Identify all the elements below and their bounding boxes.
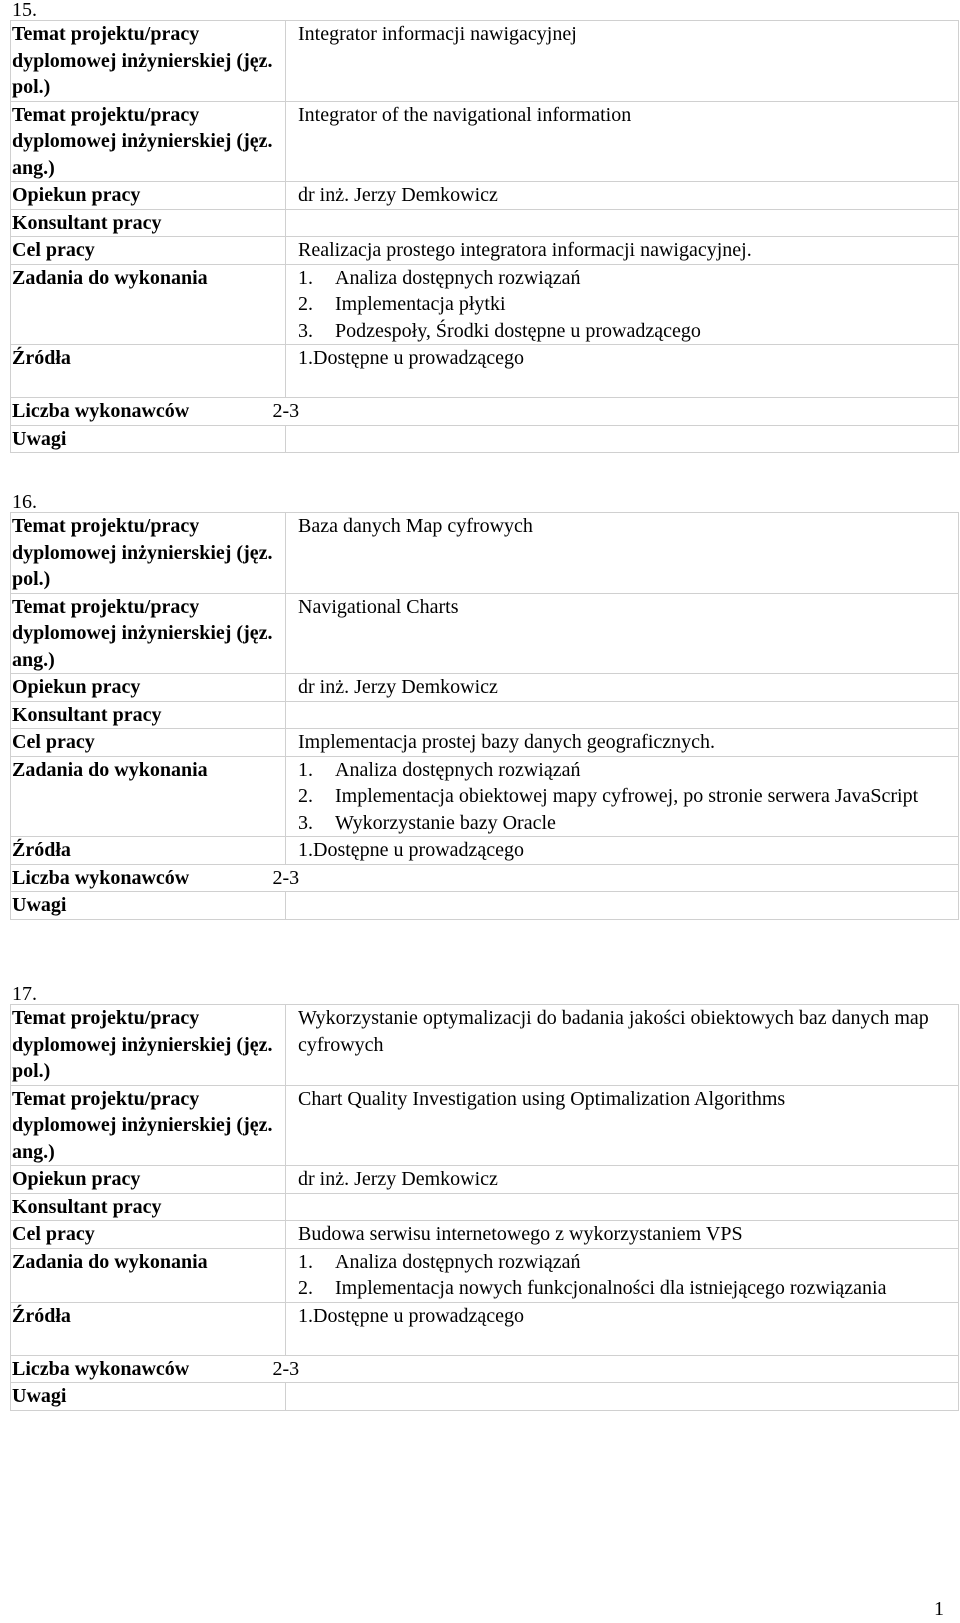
task-list <box>298 757 958 837</box>
task-list <box>298 1249 958 1302</box>
value-consultant <box>286 701 959 729</box>
label-authors-count: Liczba wykonawców <box>11 398 286 426</box>
list-item: 1. Analiza dostępnych rozwiązań <box>298 266 581 289</box>
project-section-16 <box>10 492 958 920</box>
label-title-pl: Temat projektu/pracy dyplomowej inżynierskiej (jęz. pol.) <box>11 21 286 102</box>
value-consultant <box>286 209 959 237</box>
value-consultant <box>286 1193 959 1221</box>
list-item: 1. Analiza dostępnych rozwiązań <box>298 1250 581 1273</box>
value-authors-count-cell <box>272 864 959 892</box>
project-number: 17. <box>12 983 37 1005</box>
label-notes: Uwagi <box>11 892 286 920</box>
label-goal: Cel pracy <box>11 1221 286 1249</box>
value-title-pl: Baza danych Map cyfrowych <box>286 513 959 594</box>
value-goal: Implementacja prostej bazy danych geograficznych. <box>286 729 959 757</box>
list-item: 2. Implementacja obiektowej mapy cyfrowej, po stronie serwera JavaScript <box>298 785 919 807</box>
label-tasks: Zadania do wykonania <box>11 264 286 345</box>
value-title-en: Chart Quality Investigation using Optimalization Algorithms <box>286 1085 959 1166</box>
project-section-17 <box>10 984 958 1411</box>
value-title-pl: Integrator informacji nawigacyjnej <box>286 21 959 102</box>
project-section-15 <box>10 0 958 453</box>
value-sources: 1.Dostępne u prowadzącego <box>286 837 959 865</box>
label-sources: Źródła <box>11 345 286 398</box>
label-notes: Uwagi <box>11 1383 286 1411</box>
label-consultant: Konsultant pracy <box>11 1193 286 1221</box>
label-title-pl: Temat projektu/pracy dyplomowej inżynierskiej (jęz. pol.) <box>11 513 286 594</box>
project-table <box>10 20 959 453</box>
label-goal: Cel pracy <box>11 237 286 265</box>
list-item: 2. Implementacja płytki <box>298 293 506 315</box>
label-supervisor: Opiekun pracy <box>11 1166 286 1194</box>
value-supervisor: dr inż. Jerzy Demkowicz <box>286 674 959 702</box>
value-goal: Realizacja prostego integratora informacji nawigacyjnej. <box>286 237 959 265</box>
value-authors-count: 2-3 <box>272 400 300 422</box>
project-table <box>10 1004 959 1411</box>
value-sources: 1.Dostępne u prowadzącego <box>286 1302 959 1355</box>
value-goal: Budowa serwisu internetowego z wykorzystaniem VPS <box>286 1221 959 1249</box>
project-number: 16. <box>12 491 37 513</box>
value-authors-count-cell <box>272 1355 959 1383</box>
value-notes <box>286 1383 959 1411</box>
label-tasks: Zadania do wykonania <box>11 1248 286 1302</box>
label-consultant: Konsultant pracy <box>11 209 286 237</box>
value-notes <box>286 425 959 453</box>
task-list <box>298 265 958 345</box>
label-authors-count: Liczba wykonawców <box>11 864 286 892</box>
value-title-pl: Wykorzystanie optymalizacji do badania jakości obiektowych baz danych map cyfrowych <box>286 1005 959 1086</box>
list-item: 1. Analiza dostępnych rozwiązań <box>298 758 581 781</box>
list-item: 3. Wykorzystanie bazy Oracle <box>298 811 556 834</box>
project-number: 15. <box>12 0 37 21</box>
value-authors-count: 2-3 <box>272 1357 300 1380</box>
value-sources: 1.Dostępne u prowadzącego <box>286 345 959 398</box>
label-supervisor: Opiekun pracy <box>11 674 286 702</box>
label-sources: Źródła <box>11 837 286 865</box>
label-title-en: Temat projektu/pracy dyplomowej inżynierskiej (jęz. ang.) <box>11 593 286 674</box>
label-sources: Źródła <box>11 1302 286 1355</box>
list-item: 2. Implementacja nowych funkcjonalności dla istniejącego rozwiązania <box>298 1277 887 1299</box>
value-supervisor: dr inż. Jerzy Demkowicz <box>286 1166 959 1194</box>
list-item: 3. Podzespoły, Środki dostępne u prowadzącego <box>298 319 701 342</box>
label-tasks: Zadania do wykonania <box>11 756 286 837</box>
project-table <box>10 512 959 920</box>
value-supervisor: dr inż. Jerzy Demkowicz <box>286 182 959 210</box>
label-authors-count: Liczba wykonawców <box>11 1355 286 1383</box>
label-supervisor: Opiekun pracy <box>11 182 286 210</box>
value-title-en: Integrator of the navigational information <box>286 101 959 182</box>
label-goal: Cel pracy <box>11 729 286 757</box>
value-tasks <box>286 264 959 345</box>
label-title-pl: Temat projektu/pracy dyplomowej inżynierskiej (jęz. pol.) <box>11 1005 286 1086</box>
value-authors-count-cell <box>272 398 959 426</box>
label-title-en: Temat projektu/pracy dyplomowej inżynierskiej (jęz. ang.) <box>11 1085 286 1166</box>
value-title-en: Navigational Charts <box>286 593 959 674</box>
page-number: 1 <box>934 1598 944 1620</box>
value-tasks <box>286 1248 959 1302</box>
value-notes <box>286 892 959 920</box>
value-tasks <box>286 756 959 837</box>
label-notes: Uwagi <box>11 425 286 453</box>
label-consultant: Konsultant pracy <box>11 701 286 729</box>
value-authors-count: 2-3 <box>272 866 300 889</box>
label-title-en: Temat projektu/pracy dyplomowej inżynierskiej (jęz. ang.) <box>11 101 286 182</box>
